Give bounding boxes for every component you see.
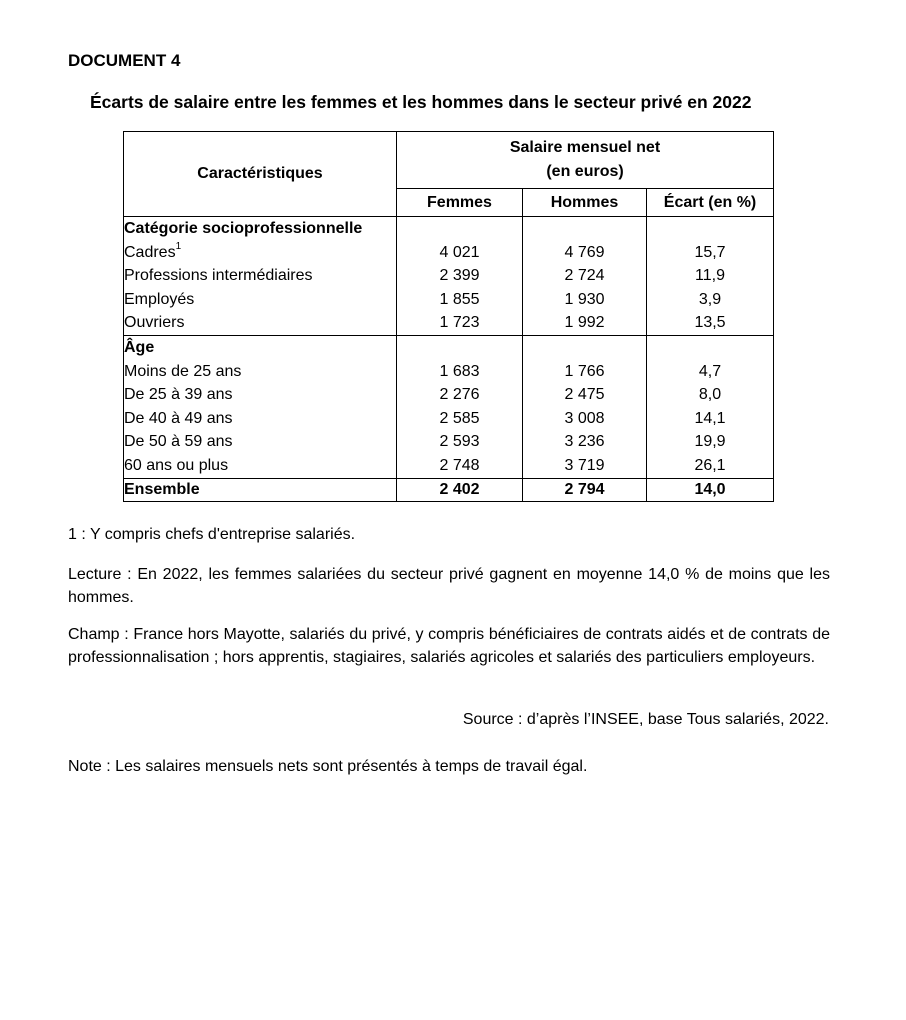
total-salary-gap: 14,0 xyxy=(647,478,774,501)
total-men-salary: 2 794 xyxy=(523,478,647,501)
row-label: De 25 à 39 ans xyxy=(124,386,233,404)
salary-gap: 4,7 xyxy=(647,360,774,384)
women-salary: 4 021 xyxy=(397,241,523,265)
section-header-row xyxy=(124,217,774,241)
table-row xyxy=(124,288,774,312)
footnote: 1 : Y compris chefs d'entreprise salariés. xyxy=(68,526,356,543)
row-label: Ouvriers xyxy=(124,314,185,332)
women-salary: 1 683 xyxy=(397,360,523,384)
row-label-cell xyxy=(124,241,397,265)
table-row xyxy=(124,454,774,478)
header-men: Hommes xyxy=(523,189,647,217)
row-label: De 50 à 59 ans xyxy=(124,433,233,451)
salary-gap: 13,5 xyxy=(647,311,774,335)
empty-cell xyxy=(647,217,774,241)
women-salary: 2 585 xyxy=(397,407,523,431)
header-women: Femmes xyxy=(397,189,523,217)
table-row xyxy=(124,360,774,384)
method-note: Note : Les salaires mensuels nets sont présentés à temps de travail égal. xyxy=(68,758,588,775)
row-label: Moins de 25 ans xyxy=(124,362,242,380)
header-characteristics: Caractéristiques xyxy=(124,132,397,217)
row-label: Cadres xyxy=(124,243,176,261)
row-label-cell xyxy=(124,264,397,288)
empty-cell xyxy=(397,335,523,359)
salary-table xyxy=(123,131,774,502)
scope-note: Champ : France hors Mayotte, salariés du privé, y compris bénéficiaires de contrats aidés et de contrats de professionnalisation ; hors apprentis, stagiaires, salariés agricoles et salariés des particuliers employeurs. xyxy=(68,626,830,666)
header-gap: Écart (en %) xyxy=(647,189,774,217)
men-salary: 3 008 xyxy=(523,407,647,431)
men-salary: 1 930 xyxy=(523,288,647,312)
row-label-cell xyxy=(124,311,397,335)
total-row xyxy=(124,478,774,501)
men-salary: 2 724 xyxy=(523,264,647,288)
women-salary: 2 748 xyxy=(397,454,523,478)
row-label: 60 ans ou plus xyxy=(124,456,229,474)
salary-gap: 8,0 xyxy=(647,383,774,407)
header-net-salary xyxy=(397,132,774,189)
table-row xyxy=(124,311,774,335)
table-row xyxy=(124,430,774,454)
empty-cell xyxy=(647,335,774,359)
section-title: Catégorie socioprofessionnelle xyxy=(124,217,397,241)
row-label-cell xyxy=(124,407,397,431)
salary-gap: 26,1 xyxy=(647,454,774,478)
men-salary: 1 766 xyxy=(523,360,647,384)
table-body xyxy=(124,217,774,502)
salary-gap: 19,9 xyxy=(647,430,774,454)
salary-gap: 14,1 xyxy=(647,407,774,431)
women-salary: 1 855 xyxy=(397,288,523,312)
section-header-row xyxy=(124,335,774,359)
empty-cell xyxy=(523,217,647,241)
document-label: DOCUMENT 4 xyxy=(68,51,181,70)
salary-gap: 11,9 xyxy=(647,264,774,288)
men-salary: 1 992 xyxy=(523,311,647,335)
row-label-cell xyxy=(124,383,397,407)
row-label: Professions intermédiaires xyxy=(124,267,313,285)
women-salary: 2 593 xyxy=(397,430,523,454)
section-title: Âge xyxy=(124,335,397,359)
source-note: Source : d’après l’INSEE, base Tous salariés, 2022. xyxy=(462,711,829,728)
row-label-cell xyxy=(124,430,397,454)
footnote-marker: 1 xyxy=(175,241,182,253)
women-salary: 2 276 xyxy=(397,383,523,407)
table-row xyxy=(124,264,774,288)
empty-cell xyxy=(397,217,523,241)
header-net-salary-line1: Salaire mensuel net xyxy=(509,139,661,157)
table-row xyxy=(124,407,774,431)
header-net-salary-line2: (en euros) xyxy=(546,163,624,180)
reading-note: Lecture : En 2022, les femmes salariées du secteur privé gagnent en moyenne 14,0 % de moins que les hommes. xyxy=(68,566,830,606)
women-salary: 2 399 xyxy=(397,264,523,288)
row-label-cell xyxy=(124,454,397,478)
salary-gap: 15,7 xyxy=(647,241,774,265)
empty-cell xyxy=(523,335,647,359)
table-row xyxy=(124,383,774,407)
men-salary: 2 475 xyxy=(523,383,647,407)
table-row xyxy=(124,241,774,265)
men-salary: 4 769 xyxy=(523,241,647,265)
salary-gap: 3,9 xyxy=(647,288,774,312)
men-salary: 3 236 xyxy=(523,430,647,454)
document-title: Écarts de salaire entre les femmes et les hommes dans le secteur privé en 2022 xyxy=(90,92,752,112)
row-label: De 40 à 49 ans xyxy=(124,409,233,427)
row-label: Employés xyxy=(124,290,195,308)
total-label: Ensemble xyxy=(124,478,397,501)
row-label-cell xyxy=(124,360,397,384)
row-label-cell xyxy=(124,288,397,312)
men-salary: 3 719 xyxy=(523,454,647,478)
total-women-salary: 2 402 xyxy=(397,478,523,501)
women-salary: 1 723 xyxy=(397,311,523,335)
